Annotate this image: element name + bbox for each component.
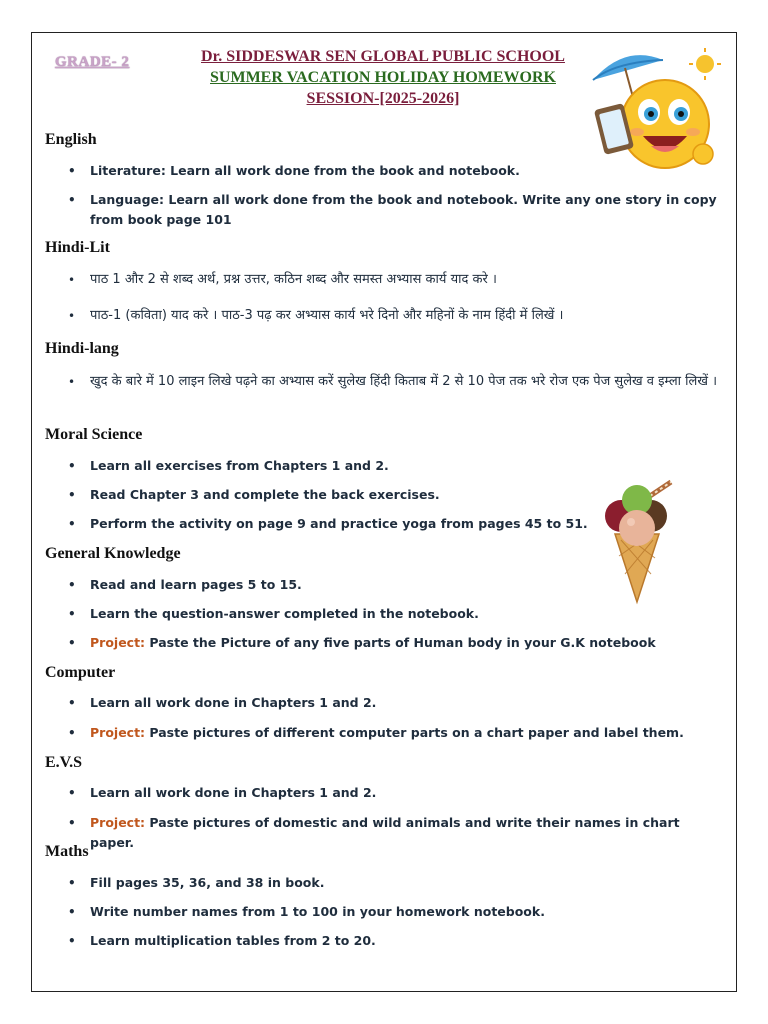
list-item: • Read Chapter 3 and complete the back exercises. bbox=[68, 487, 440, 502]
list-item-project: • Project: Paste pictures of different computer parts on a chart paper and label them. bbox=[68, 725, 684, 740]
project-label: Project: bbox=[90, 725, 146, 740]
list-item: • पाठ-1 (कविता) याद करे । पाठ-3 पढ़ कर अभ्यास कार्य भरे दिनो और महिनों के नाम हिंदी में लिखें । bbox=[68, 308, 564, 323]
list-item: • पाठ 1 और 2 से शब्द अर्थ, प्रश्न उत्तर, कठिन शब्द और समस्त अभ्यास कार्य याद करे । bbox=[68, 272, 497, 287]
list-item: • Literature: Learn all work done from the book and notebook. bbox=[68, 163, 520, 178]
list-item: • Learn the question-answer completed in the notebook. bbox=[68, 606, 479, 621]
list-item: • Perform the activity on page 9 and practice yoga from pages 45 to 51. bbox=[68, 516, 588, 531]
emoji-umbrella-tablet-icon bbox=[585, 42, 725, 177]
section-title-maths: Maths bbox=[45, 843, 89, 860]
list-item: • Learn all exercises from Chapters 1 and 2. bbox=[68, 458, 389, 473]
project-label: Project: bbox=[90, 635, 146, 650]
project-label: Project: bbox=[90, 815, 146, 830]
section-title-evs: E.V.S bbox=[45, 754, 83, 771]
school-name: Dr. SIDDESWAR SEN GLOBAL PUBLIC SCHOOL bbox=[201, 48, 565, 65]
session-label: SESSION-[2025-2026] bbox=[306, 90, 460, 107]
section-title-english: English bbox=[45, 131, 97, 148]
list-item: • Learn all work done in Chapters 1 and 2. bbox=[68, 695, 377, 710]
list-item: • Learn multiplication tables from 2 to 20. bbox=[68, 933, 376, 948]
section-title-hindi-lang: Hindi-lang bbox=[45, 340, 119, 357]
grade-label: GRADE- 2 bbox=[55, 54, 130, 70]
list-item: • Language: Learn all work done from the book and notebook. Write any one story in copy from book page 101 bbox=[68, 192, 717, 227]
list-item: • Learn all work done in Chapters 1 and 2. bbox=[68, 785, 377, 800]
list-item: • Write number names from 1 to 100 in your homework notebook. bbox=[68, 904, 545, 919]
list-item: • Fill pages 35, 36, and 38 in book. bbox=[68, 875, 325, 890]
section-title-hindi-lit: Hindi-Lit bbox=[45, 239, 110, 256]
list-item-project: • Project: Paste the Picture of any five parts of Human body in your G.K notebook bbox=[68, 635, 656, 650]
section-title-general-knowledge: General Knowledge bbox=[45, 545, 181, 562]
homework-title: SUMMER VACATION HOLIDAY HOMEWORK bbox=[210, 69, 556, 86]
section-title-moral-science: Moral Science bbox=[45, 426, 143, 443]
list-item: • खुद के बारे में 10 लाइन लिखे पढ़ने का अभ्यास करें सुलेख हिंदी किताब में 2 से 10 पेज तक भरे रोज एक पेज सुलेख व इम्ला लिखें । bbox=[68, 374, 718, 389]
list-item-project: • Project: Paste pictures of domestic and wild animals and write their names in chart paper. bbox=[68, 815, 680, 850]
section-title-computer: Computer bbox=[45, 664, 116, 681]
list-item: • Read and learn pages 5 to 15. bbox=[68, 577, 302, 592]
